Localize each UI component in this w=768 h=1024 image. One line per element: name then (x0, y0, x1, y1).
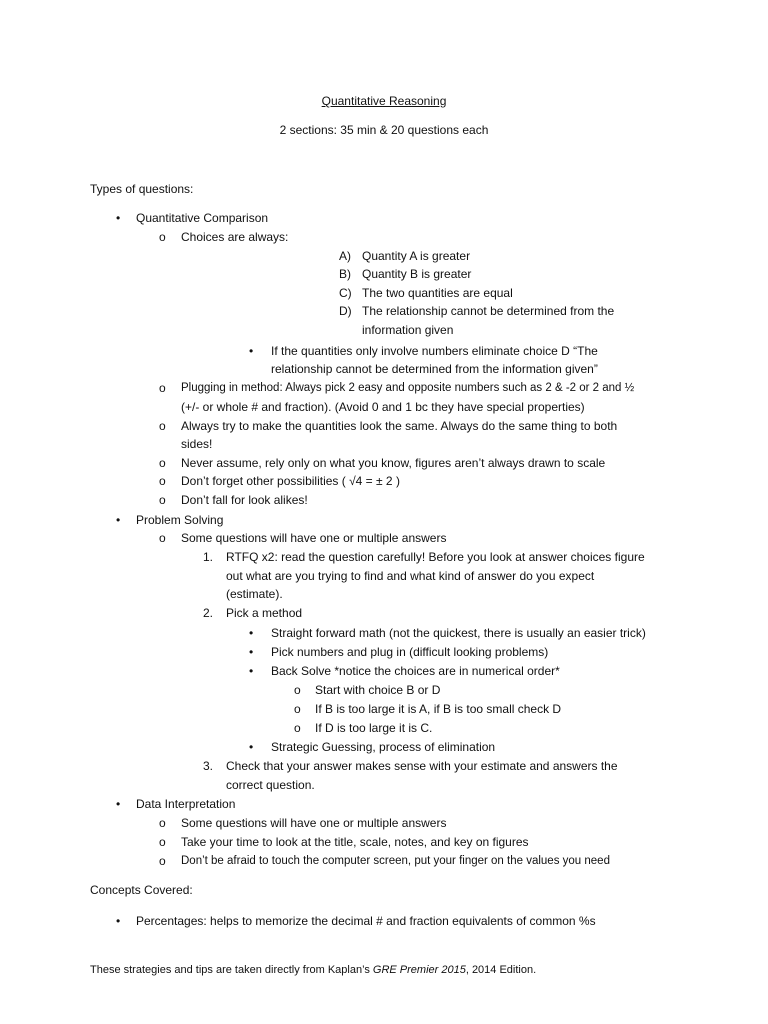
ps-step-line: RTFQ x2: read the question carefully! Before you look at answer choices figure (226, 550, 645, 564)
step-number: 3. (203, 759, 214, 773)
di-heading: Data Interpretation (136, 797, 236, 811)
ps-step-line: Pick a method (226, 606, 303, 620)
page-title: Quantitative Reasoning (321, 94, 447, 108)
concepts-heading: Concepts Covered: (90, 883, 193, 897)
sub-bullet-icon: o (159, 381, 166, 395)
ps-step-line: Check that your answer makes sense with your estimate and answers the (226, 759, 618, 773)
ps-backsolve: If B is too large it is A, if B is too small check D (315, 702, 562, 716)
step-number: 2. (203, 606, 214, 620)
qc-look-alikes: Don’t fall for look alikes! (181, 493, 308, 507)
sub-bullet-icon: o (159, 493, 166, 507)
sub-bullet-icon: o (294, 702, 301, 716)
ps-method: Back Solve *notice the choices are in numerical order* (271, 664, 560, 678)
sub-bullet-icon: o (159, 816, 166, 830)
bullet-icon: • (249, 645, 254, 659)
qc-same-line: sides! (181, 437, 213, 451)
bullet-icon: • (249, 740, 254, 754)
di-item: Don’t be afraid to touch the computer screen, put your finger on the values you need (181, 855, 610, 867)
choice-letter: A) (339, 249, 351, 263)
ps-backsolve: Start with choice B or D (315, 683, 441, 697)
choice-text-cont: information given (362, 323, 454, 337)
step-number: 1. (203, 550, 214, 564)
qc-tip-line: relationship cannot be determined from the information given” (271, 362, 598, 376)
choice-letter: C) (339, 286, 352, 300)
sub-bullet-icon: o (294, 683, 301, 697)
page-subtitle: 2 sections: 35 min & 20 questions each (279, 123, 489, 137)
ps-method: Strategic Guessing, process of elimination (271, 740, 496, 754)
qc-plug-line: (+/- or whole # and fraction). (Avoid 0 and 1 bc they have special properties) (181, 400, 585, 414)
bullet-icon: • (249, 664, 254, 678)
bullet-icon: • (249, 344, 254, 358)
qc-choices-label: Choices are always: (181, 230, 289, 244)
choice-text: The relationship cannot be determined from the (362, 304, 615, 318)
bullet-icon: • (116, 513, 121, 527)
sub-bullet-icon: o (294, 721, 301, 735)
qc-never-assume: Never assume, rely only on what you know, figures aren’t always drawn to scale (181, 456, 606, 470)
choice-letter: B) (339, 267, 351, 281)
sub-bullet-icon: o (159, 854, 166, 868)
footer-pre: These strategies and tips are taken directly from Kaplan’s (90, 964, 373, 976)
ps-backsolve: If D is too large it is C. (315, 721, 433, 735)
ps-step-line: (estimate). (226, 587, 283, 601)
qc-tip-line: If the quantities only involve numbers eliminate choice D “The (271, 344, 598, 358)
qc-plug-line: Plugging in method: Always pick 2 easy and opposite numbers such as 2 & -2 or 2 and ½ (181, 382, 635, 394)
choice-letter: D) (339, 304, 352, 318)
bullet-icon: • (116, 211, 121, 225)
ps-step-line: correct question. (226, 778, 315, 792)
sub-bullet-icon: o (159, 474, 166, 488)
di-item: Some questions will have one or multiple answers (181, 816, 447, 830)
sub-bullet-icon: o (159, 419, 166, 433)
ps-multi: Some questions will have one or multiple answers (181, 531, 447, 545)
ps-step-line: out what are you trying to find and what kind of answer do you expect (226, 569, 595, 583)
concepts-percentages: Percentages: helps to memorize the decimal # and fraction equivalents of common %s (136, 914, 596, 928)
sub-bullet-icon: o (159, 230, 166, 244)
sub-bullet-icon: o (159, 835, 166, 849)
choice-text: Quantity B is greater (362, 267, 472, 281)
footer-book-title: GRE Premier 2015 (372, 964, 466, 976)
choice-text: The two quantities are equal (362, 286, 513, 300)
sub-bullet-icon: o (159, 456, 166, 470)
bullet-icon: • (116, 797, 121, 811)
ps-method: Straight forward math (not the quickest, there is usually an easier trick) (271, 626, 646, 640)
bullet-icon: • (249, 626, 254, 640)
choice-text: Quantity A is greater (362, 249, 471, 263)
bullet-icon: • (116, 914, 121, 928)
footer-note (90, 961, 536, 979)
ps-heading: Problem Solving (136, 513, 224, 527)
qc-same-line: Always try to make the quantities look the same. Always do the same thing to both (181, 419, 618, 433)
di-item: Take your time to look at the title, scale, notes, and key on figures (181, 835, 529, 849)
sub-bullet-icon: o (159, 531, 166, 545)
ps-method: Pick numbers and plug in (difficult looking problems) (271, 645, 549, 659)
qc-heading: Quantitative Comparison (136, 211, 269, 225)
footer-post: , 2014 Edition. (465, 964, 537, 976)
types-heading: Types of questions: (90, 182, 194, 196)
qc-other-possibilities: Don’t forget other possibilities ( √4 = ± 2 ) (181, 474, 400, 488)
